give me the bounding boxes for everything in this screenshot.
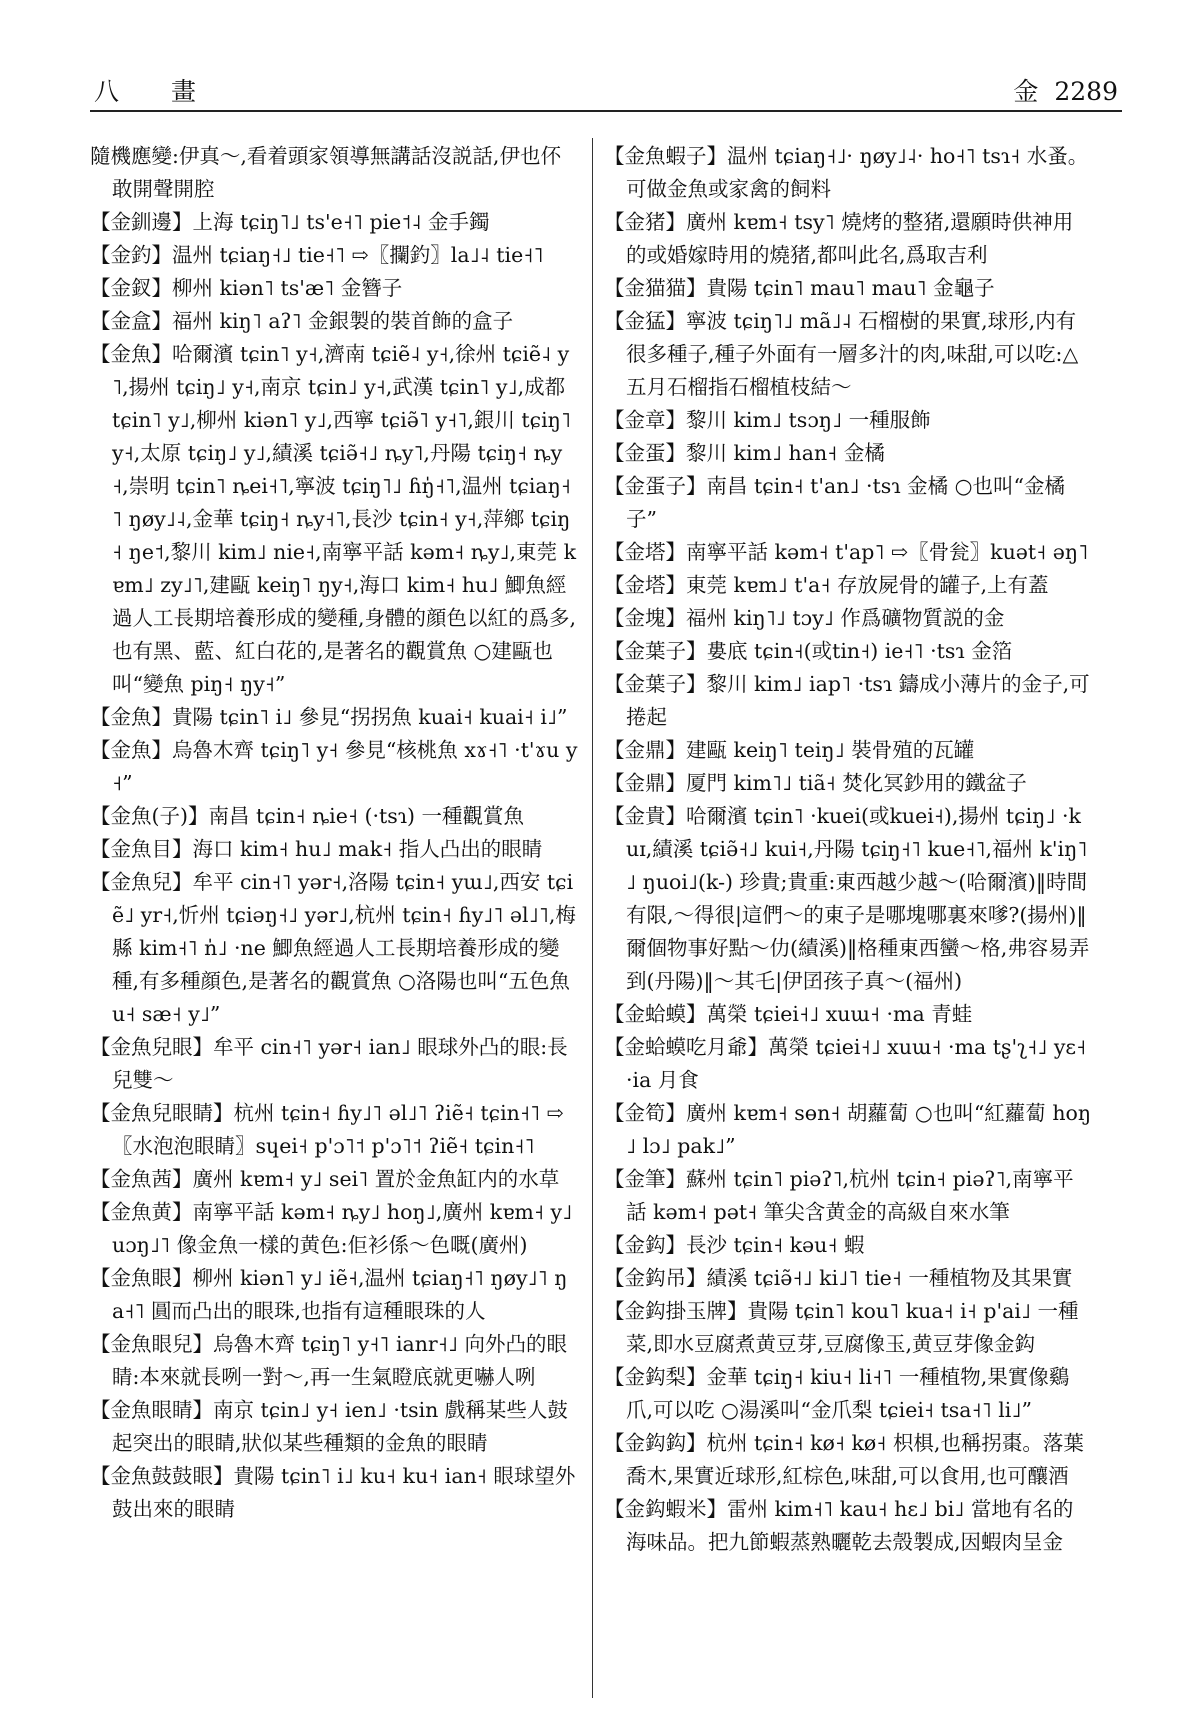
entry: 【金章】黎川 kim˩ tsɔŋ˩ 一種服飾 (604, 408, 931, 432)
left-column (90, 140, 578, 1526)
column-divider (592, 138, 593, 1698)
entry: 【金魚眼】柳州 kiən˥ y˩ iẽ˧,温州 tɕiaŋ˧˥ ŋøy˩˥ ŋa˧˥ 圓而凸出的眼珠,也指有這種眼珠的人 (90, 1266, 568, 1323)
entry: 【金鈎掛玉牌】貴陽 tɕin˥ kou˥ kua˧ i˧ p'ai˩ 一種菜,即水豆腐煮黄豆芽,豆腐像玉,黄豆芽像金鈎 (604, 1299, 1079, 1356)
entry: 【金猛】寧波 tɕiŋ˥˩ mã˩˨ 石榴樹的果實,球形,内有很多種子,種子外面有一層多汁的肉,味甜,可以吃:△五月石榴指石榴植枝結～ (604, 309, 1079, 399)
entry: 【金魚兒】牟平 cin˧˥ yər˧,洛陽 tɕin˧ yɯ˩,西安 tɕiẽ˩ yr˧,忻州 tɕiəŋ˧˩ yər˩,杭州 tɕin˧ ɦy˩˥ əl˩˥,梅縣 kim˧˥ n̍˩ ·ne 鯽魚經過人工長期培養形成的變種,有多種顔色,是著名的觀賞魚 ○洛陽也叫“五色魚 u˧ sæ˧ y˩” (90, 870, 576, 1026)
entry: 【金塔】南寧平話 kəm˧ t'ap˥ ⇨〖骨瓮〗kuət˧ əŋ˥ (604, 540, 1089, 564)
entry: 【金魚兒眼】牟平 cin˧˥ yər˧ ian˩ 眼球外凸的眼:長兒雙～ (90, 1035, 568, 1092)
entry: 【金魚兒眼睛】杭州 tɕin˧ ɦy˩˥ əl˩˥ ʔiẽ˧ tɕin˧˥ ⇨〖水泡泡眼睛〗sɥei˧ p'ɔ˥˦ p'ɔ˥˦ ʔiẽ˧ tɕin˧˥ (90, 1101, 564, 1158)
entry: 【金鼎】建甌 keiŋ˥ teiŋ˩ 裝骨殖的瓦罐 (604, 738, 975, 762)
section-title: 八 畫 (94, 77, 218, 106)
page-header (90, 70, 1122, 112)
entry: 【金魚眼兒】烏魯木齊 tɕiŋ˥ y˧˥ ianr˧˩ 向外凸的眼睛:本來就長咧一對～,再一生氣瞪底就更嚇人咧 (90, 1332, 567, 1389)
entry: 【金貴】哈爾濱 tɕin˥ ·kuei(或kuei˧),揚州 tɕiŋ˩ ·kuɪ,績溪 tɕiə̃˧˩ kui˧,丹陽 tɕiŋ˧˥ kue˧˥,福州 k'iŋ˥˩ ŋuoi˩(k-) 珍貴;貴重:東西越少越～(哈爾濱)‖時間有限,～得很|這們～的東子是哪塊哪裏來嗲?(揚州)‖爾個物事好點～仂(績溪)‖格種東西蠻～格,弗容易弄到(丹陽)‖～其乇|伊囝孩子真～(福州) (604, 804, 1090, 993)
entry: 【金筆】蘇州 tɕin˥ piəʔ˥,杭州 tɕin˧ piəʔ˥,南寧平話 kəm˧ pət˧ 筆尖含黄金的高級自來水筆 (604, 1167, 1074, 1224)
right-column (604, 140, 1092, 1559)
entry: 【金蛤蟆吃月爺】萬榮 tɕiei˧˩ xuɯ˧ ·ma tʂ'ʅ˧˩ yɛ˧ ·ia 月食 (604, 1035, 1087, 1092)
entry: 【金魚】哈爾濱 tɕin˥ y˧,濟南 tɕiẽ˨ y˧,徐州 tɕiẽ˨ y˥,揚州 tɕiŋ˩ y˧,南京 tɕin˩ y˧,武漢 tɕin˥ y˩,成都 tɕin˥ y˩,柳州 kiən˥ y˩,西寧 tɕiə̃˥ y˧˥,銀川 tɕiŋ˥ y˧,太原 tɕiŋ˩ y˩,績溪 tɕiə̃˧˩ ȵy˥,丹陽 tɕiŋ˧ ȵy˧,崇明 tɕin˥ ȵei˧˥,寧波 tɕiŋ˥˩ ɦŋ̍˧˥,温州 tɕiaŋ˧˥ ŋøy˩˨,金華 tɕiŋ˧ ȵy˧˥,長沙 tɕin˧ y˧,萍鄉 tɕiŋ˧ ŋe˦,黎川 kim˩ nie˧,南寧平話 kəm˧ ȵy˩,東莞 kɐm˩ zy˩˥,建甌 keiŋ˥ ŋy˧,海口 kim˧ hu˩ 鯽魚經過人工長期培養形成的變種,身體的顔色以紅的爲多,也有黑、藍、紅白花的,是著名的觀賞魚 ○建甌也叫“變魚 piŋ˧ ŋy˧” (90, 342, 577, 696)
entry: 【金鈎蝦米】雷州 kim˧˥ kau˧ hɛ˩ bi˩ 當地有名的海味品。把九節蝦蒸熟曬乾去殼製成,因蝦肉呈金 (604, 1497, 1074, 1554)
page-number: 2289 (1054, 77, 1118, 106)
header-character: 金 (1013, 77, 1039, 106)
entry: 【金魚目】海口 kim˧ hu˩ mak˧ 指人凸出的眼睛 (90, 837, 543, 861)
entry: 【金釣】温州 tɕiaŋ˧˩ tie˧˥ ⇨〖攔釣〗la˩˨ tie˧˥ (90, 243, 544, 267)
entry: 【金釵】柳州 kiən˥ ts'æ˥ 金簪子 (90, 276, 403, 300)
header-right (1013, 72, 1118, 108)
entry: 【金盒】福州 kiŋ˥ aʔ˥ 金銀製的裝首飾的盒子 (90, 309, 514, 333)
entry: 【金釧邊】上海 tɕiŋ˥˩ ts'e˧˥ pie˦˨ 金手鐲 (90, 210, 490, 234)
entry: 【金鈎】長沙 tɕin˧ kəu˧ 蝦 (604, 1233, 865, 1257)
entry: 【金魚(子)】南昌 tɕin˧ ȵie˧ (·tsɿ) 一種觀賞魚 (90, 804, 525, 828)
entry: 【金魚鼓鼓眼】貴陽 tɕin˥ i˩ ku˧ ku˧ ian˧ 眼球望外鼓出來的眼睛 (90, 1464, 576, 1521)
entry: 【金蛋】黎川 kim˩ han˧ 金橘 (604, 441, 885, 465)
entry: 【金鈎鈎】杭州 tɕin˧ kø˧ kø˧ 枳椇,也稱拐棗。落葉喬木,果實近球形,紅棕色,味甜,可以食用,也可釀酒 (604, 1431, 1084, 1488)
entry: 【金魚蝦子】温州 tɕiaŋ˧˩· ŋøy˩˨· ho˧˥ tsɿ˧ 水蚤。可做金魚或家禽的飼料 (604, 144, 1089, 201)
entry: 【金魚】貴陽 tɕin˥ i˩ 參見“拐拐魚 kuai˧ kuai˧ i˩” (90, 705, 568, 729)
entry: 【金葉子】黎川 kim˩ iap˥ ·tsɿ 鑄成小薄片的金子,可捲起 (604, 672, 1090, 729)
entry: 【金魚】烏魯木齊 tɕiŋ˥ y˧ 參見“核桃魚 xɤ˧˥ ·t'ɤu y˧” (90, 738, 578, 795)
entry: 【金葉子】婁底 tɕin˧(或tin˧) ie˧˥ ·tsɿ 金箔 (604, 639, 1013, 663)
entry: 【金猪】廣州 kɐm˧ tsy˥ 燒烤的整猪,還願時供神用的或婚嫁時用的燒猪,都叫此名,爲取吉利 (604, 210, 1074, 267)
entry: 【金筍】廣州 kɐm˧ sɵn˧ 胡蘿蔔 ○也叫“紅蘿蔔 hoŋ˩ lɔ˩ pak˩” (604, 1101, 1092, 1158)
entry: 【金蛋子】南昌 tɕin˧ t'an˩ ·tsɿ 金橘 ○也叫“金橘子” (604, 474, 1065, 531)
entry: 【金塔】東莞 kɐm˩ t'a˧ 存放屍骨的罐子,上有蓋 (604, 573, 1049, 597)
entry: 【金魚黄】南寧平話 kəm˧ ȵy˩ hoŋ˩,廣州 kɐm˧ y˩ uɔŋ˩˥ 像金魚一樣的黄色:佢衫係～色嘅(廣州) (90, 1200, 573, 1257)
entry: 【金蛤蟆】萬榮 tɕiei˧˩ xuɯ˧ ·ma 青蛙 (604, 1002, 973, 1026)
entry: 【金鼎】厦門 kim˥˩ tiã˧ 焚化冥鈔用的鐵盆子 (604, 771, 1027, 795)
entry: 【金鈎梨】金華 tɕiŋ˧ kiu˧ li˧˥ 一種植物,果實像鷄爪,可以吃 ○湯溪叫“金爪梨 tɕiei˧ tsa˧˥ li˩” (604, 1365, 1070, 1422)
entry: 【金鈎吊】績溪 tɕiə̃˧˩ ki˩˥ tie˧ 一種植物及其果實 (604, 1266, 1073, 1290)
entry: 【金魚茜】廣州 kɐm˧ y˩ sei˥ 置於金魚缸内的水草 (90, 1167, 560, 1191)
entry: 【金塊】福州 kiŋ˥˩ tɔy˩ 作爲礦物質説的金 (604, 606, 1005, 630)
entry: 【金猫猫】貴陽 tɕin˥ mau˥ mau˥ 金龜子 (604, 276, 995, 300)
entry: 隨機應變:伊真～,看着頭家領導無講話沒説話,伊也伓敢開聲開腔 (90, 144, 561, 201)
entry: 【金魚眼睛】南京 tɕin˩ y˧ ien˩ ·tsin 戲稱某些人鼓起突出的眼睛,狀似某些種類的金魚的眼睛 (90, 1398, 568, 1455)
